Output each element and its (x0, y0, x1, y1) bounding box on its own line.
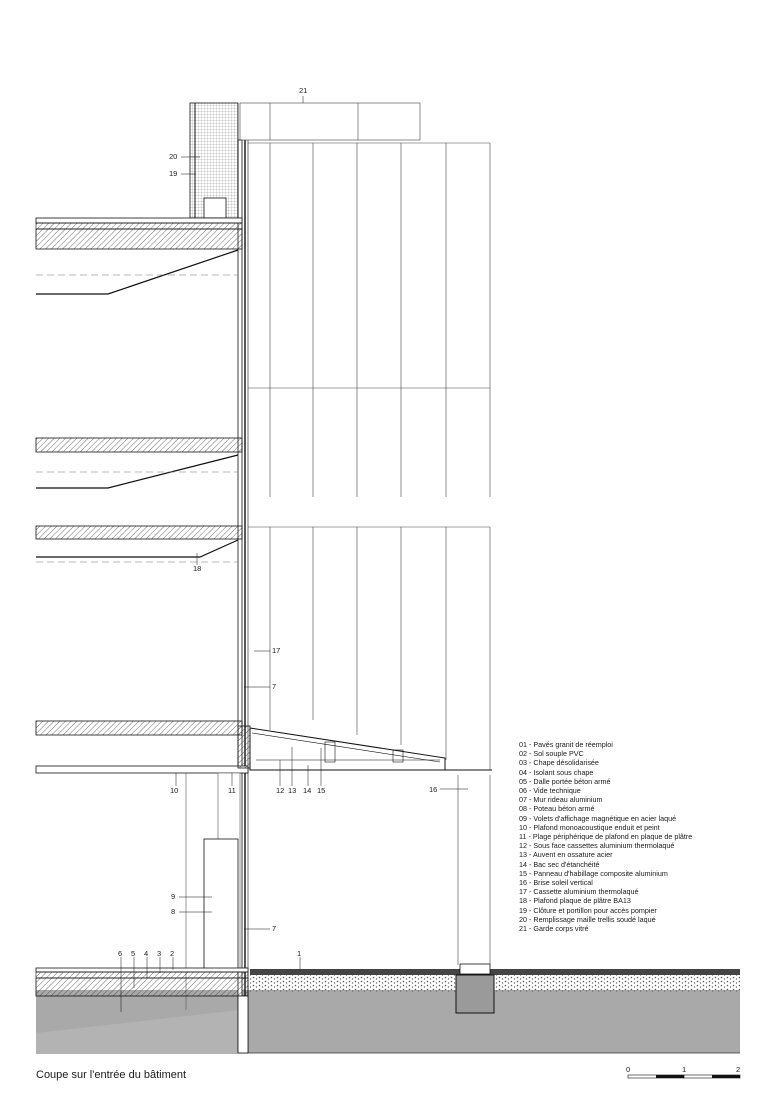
legend-item: 12 - Sous face cassettes aluminium thermolaqué (519, 841, 675, 851)
legend-item: 05 - Dalle portée béton armé (519, 776, 611, 786)
scale-label-0: 0 (626, 1065, 631, 1074)
roof-slab (36, 103, 242, 294)
callout-16: 16 (429, 785, 438, 794)
scale-bar (628, 1075, 740, 1078)
legend-item: 15 - Panneau d'habillage composite aluminium (519, 868, 668, 878)
callout-1: 1 (297, 949, 302, 958)
slab-level-1 (36, 721, 250, 773)
legend-item: 08 - Poteau béton armé (519, 804, 595, 814)
scale-label-1: 1 (682, 1065, 687, 1074)
callout-17: 17 (272, 646, 281, 655)
scale-label-2: 2 (736, 1065, 741, 1074)
slab-level-3 (36, 438, 242, 488)
legend-item: 11 - Plage périphérique de plafond en plaque de plâtre (519, 832, 693, 842)
callout-21: 21 (299, 86, 308, 95)
callout-5: 5 (131, 949, 136, 958)
cassette-elevation (240, 103, 490, 965)
legend-item: 19 - Clôture et portillon pour accès pompier (519, 905, 657, 915)
legend-item: 17 - Cassette aluminium thermolaqué (519, 887, 639, 897)
callout-4: 4 (144, 949, 149, 958)
legend-item: 04 - Isolant sous chape (519, 767, 594, 777)
callout-2: 2 (170, 949, 175, 958)
callout-15: 15 (317, 786, 326, 795)
legend-item: 06 - Vide technique (519, 786, 581, 796)
callout-11: 11 (228, 786, 236, 795)
legend (519, 740, 692, 933)
legend-item: 01 - Pavés granit de réemploi (519, 740, 613, 749)
legend-item: 09 - Volets d'affichage magnétique en acier laqué (519, 813, 677, 823)
legend-item: 13 - Auvent en ossature acier (519, 850, 613, 860)
callout-10: 10 (170, 786, 179, 795)
legend-item: 21 - Garde corps vitré (519, 924, 589, 934)
callout-20: 20 (169, 152, 178, 161)
callout-3: 3 (157, 949, 162, 958)
canopy (250, 728, 492, 770)
callout-7-lower: 7 (272, 924, 277, 933)
legend-item: 02 - Sol souple PVC (519, 749, 584, 759)
legend-item: 14 - Bac sec d'étanchéité (519, 859, 600, 869)
callout-7-upper: 7 (272, 682, 277, 691)
legend-item: 07 - Mur rideau aluminium (519, 795, 603, 805)
callout-9: 9 (171, 892, 176, 901)
callout-12: 12 (276, 786, 285, 795)
slab-level-2 (36, 526, 242, 562)
legend-item: 20 - Remplissage maille trellis soudé laqué (519, 914, 656, 924)
legend-item: 18 - Plafond plaque de plâtre BA13 (519, 896, 631, 906)
legend-item: 16 - Brise soleil vertical (519, 878, 593, 888)
callout-8: 8 (171, 907, 176, 916)
legend-item: 10 - Plafond monoacoustique enduit et peint (519, 822, 660, 832)
legend-item: 03 - Chape désolidarisée (519, 758, 599, 768)
callout-13: 13 (288, 786, 297, 795)
drawing-caption: Coupe sur l'entrée du bâtiment (36, 1069, 187, 1081)
callout-6: 6 (118, 949, 123, 958)
callout-14: 14 (303, 786, 312, 795)
callout-19: 19 (169, 169, 178, 178)
callout-18: 18 (193, 564, 202, 573)
